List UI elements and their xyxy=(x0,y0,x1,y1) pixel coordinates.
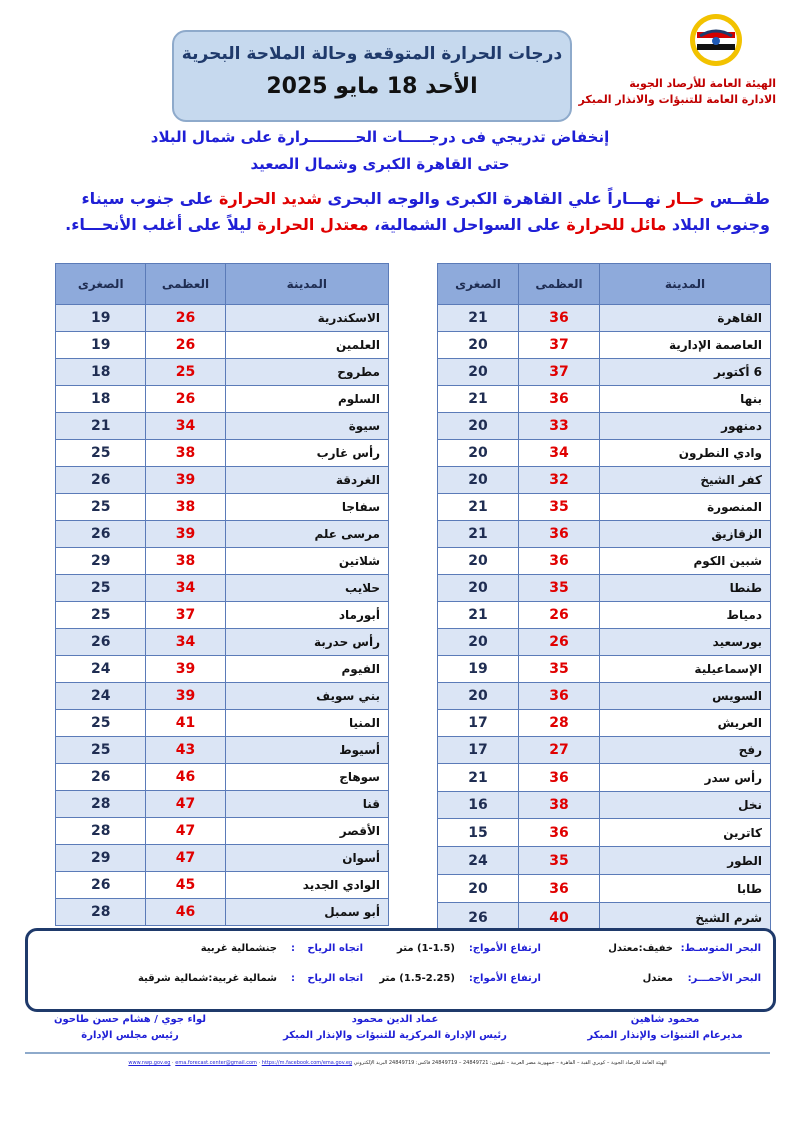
max-temp-cell: 35 xyxy=(518,575,599,602)
table-row xyxy=(438,629,771,656)
city-cell: الإسماعيلية xyxy=(599,656,770,683)
page-date: الأحد 18 مايو 2025 xyxy=(266,74,478,99)
forecast-highlight: معتدل الحرارة xyxy=(257,215,369,234)
table-row xyxy=(438,359,771,386)
max-temp-cell: 45 xyxy=(146,872,225,899)
headline-line-1: إنخفاض تدريجي فى درجـــــات الحـــــــــرارة على شمال البلاد xyxy=(150,128,610,146)
max-temp-cell: 27 xyxy=(518,737,599,764)
page-title: درجات الحرارة المتوقعة وحالة الملاحة البحرية xyxy=(181,44,563,64)
city-cell: العلمين xyxy=(225,332,388,359)
forecast-part: ليلاً على أغلب الأنحـــاء. xyxy=(65,215,258,234)
table-row xyxy=(56,575,389,602)
city-cell: رفح xyxy=(599,737,770,764)
table-row xyxy=(56,818,389,845)
city-cell: كاترين xyxy=(599,819,770,847)
forecast-part: طقــس xyxy=(704,189,770,208)
city-cell: نخل xyxy=(599,792,770,819)
table-row xyxy=(438,332,771,359)
max-temp-cell: 33 xyxy=(518,413,599,440)
column-header-min: الصغرى xyxy=(438,264,519,305)
email-link[interactable]: ema.forecast.center@gmail.com xyxy=(175,1060,257,1066)
min-temp-cell: 25 xyxy=(56,575,146,602)
min-temp-cell: 26 xyxy=(56,872,146,899)
city-cell: سوهاج xyxy=(225,764,388,791)
city-cell: الطور xyxy=(599,847,770,875)
table-row xyxy=(56,602,389,629)
signature-central-admin-head xyxy=(255,1012,535,1044)
min-temp-cell: 24 xyxy=(56,656,146,683)
city-cell: المنيا xyxy=(225,710,388,737)
max-temp-cell: 36 xyxy=(518,875,599,903)
table-row xyxy=(438,656,771,683)
min-temp-cell: 18 xyxy=(56,359,146,386)
min-temp-cell: 20 xyxy=(438,467,519,494)
table-row xyxy=(56,440,389,467)
min-temp-cell: 20 xyxy=(438,440,519,467)
city-cell: مرسى علم xyxy=(225,521,388,548)
min-temp-cell: 21 xyxy=(438,494,519,521)
city-cell: قنا xyxy=(225,791,388,818)
min-temp-cell: 26 xyxy=(56,521,146,548)
min-temp-cell: 28 xyxy=(56,791,146,818)
city-cell: القاهرة xyxy=(599,305,770,332)
max-temp-cell: 46 xyxy=(146,899,225,926)
min-temp-cell: 26 xyxy=(56,629,146,656)
table-row xyxy=(438,467,771,494)
column-header-max: العظمى xyxy=(518,264,599,305)
org-line-1: الهيئة العامة للأرصاد الجوية xyxy=(629,77,776,90)
website-link[interactable]: www.nwp.gov.eg xyxy=(128,1060,171,1066)
city-cell: شبين الكوم xyxy=(599,548,770,575)
max-temp-cell: 32 xyxy=(518,467,599,494)
city-cell: أبورماد xyxy=(225,602,388,629)
min-temp-cell: 20 xyxy=(438,359,519,386)
waves-label: ارتفاع الأمواج: xyxy=(468,973,541,984)
city-cell: طنطا xyxy=(599,575,770,602)
wind-colon: : xyxy=(291,943,295,954)
table-row xyxy=(438,847,771,875)
forecast-part: نهـــاراً علي القاهرة الكبرى والوجه البحرى xyxy=(321,189,667,208)
city-cell: العريش xyxy=(599,710,770,737)
table-row xyxy=(438,602,771,629)
table-row xyxy=(56,548,389,575)
table-row xyxy=(56,467,389,494)
max-temp-cell: 34 xyxy=(146,575,225,602)
max-temp-cell: 38 xyxy=(146,440,225,467)
city-cell: الاسكندرية xyxy=(225,305,388,332)
title-box xyxy=(172,30,572,122)
headline-line-2: حتى القاهرة الكبرى وشمال الصعيد xyxy=(250,155,510,173)
column-header-min: الصغرى xyxy=(56,264,146,305)
table-row xyxy=(56,791,389,818)
max-temp-cell: 34 xyxy=(518,440,599,467)
forecast-text-line-1 xyxy=(30,186,770,211)
table-row xyxy=(56,332,389,359)
city-cell: وادي النطرون xyxy=(599,440,770,467)
column-header-city: المدينة xyxy=(599,264,770,305)
min-temp-cell: 17 xyxy=(438,710,519,737)
city-cell: الأقصر xyxy=(225,818,388,845)
forecast-highlight: حــار xyxy=(666,189,705,208)
max-temp-cell: 47 xyxy=(146,818,225,845)
wind-label: اتجاه الرياح xyxy=(307,943,363,954)
min-temp-cell: 20 xyxy=(438,683,519,710)
city-cell: مطروح xyxy=(225,359,388,386)
max-temp-cell: 38 xyxy=(146,494,225,521)
facebook-link[interactable]: https://m.facebook.com/ema.gov.eg xyxy=(261,1060,353,1066)
table-row xyxy=(56,413,389,440)
max-temp-cell: 43 xyxy=(146,737,225,764)
min-temp-cell: 26 xyxy=(438,903,519,933)
min-temp-cell: 21 xyxy=(438,602,519,629)
max-temp-cell: 36 xyxy=(518,386,599,413)
min-temp-cell: 20 xyxy=(438,548,519,575)
city-cell: المنصورة xyxy=(599,494,770,521)
table-row xyxy=(438,819,771,847)
sea-state: خفيف:معتدل xyxy=(608,943,673,954)
city-cell: بني سويف xyxy=(225,683,388,710)
table-row xyxy=(438,875,771,903)
min-temp-cell: 26 xyxy=(56,467,146,494)
table-row xyxy=(438,792,771,819)
min-temp-cell: 24 xyxy=(438,847,519,875)
city-cell: بورسعيد xyxy=(599,629,770,656)
waves-label: ارتفاع الأمواج: xyxy=(468,943,541,954)
max-temp-cell: 39 xyxy=(146,683,225,710)
min-temp-cell: 19 xyxy=(438,656,519,683)
table-row xyxy=(438,683,771,710)
table-row xyxy=(438,305,771,332)
sea-label: البحر الأحمـــر: xyxy=(687,973,761,984)
min-temp-cell: 17 xyxy=(438,737,519,764)
table-row xyxy=(56,656,389,683)
table-row xyxy=(56,899,389,926)
signature-name: محمود شاهين xyxy=(630,1014,700,1025)
table-row xyxy=(56,737,389,764)
city-cell: سيوة xyxy=(225,413,388,440)
table-row xyxy=(438,737,771,764)
table-row xyxy=(438,548,771,575)
min-temp-cell: 20 xyxy=(438,413,519,440)
city-cell: طابا xyxy=(599,875,770,903)
min-temp-cell: 21 xyxy=(438,305,519,332)
min-temp-cell: 20 xyxy=(438,332,519,359)
forecast-text-line-2 xyxy=(30,212,770,237)
sea-row-red-sea xyxy=(28,973,773,993)
signature-forecast-director xyxy=(555,1012,775,1044)
table-row xyxy=(438,386,771,413)
sea-state: معتدل xyxy=(642,973,673,984)
min-temp-cell: 21 xyxy=(56,413,146,440)
max-temp-cell: 36 xyxy=(518,521,599,548)
signature-title: مديرعام التنبؤات والإنذار المبكر xyxy=(587,1030,743,1041)
max-temp-cell: 25 xyxy=(146,359,225,386)
table-row xyxy=(56,521,389,548)
min-temp-cell: 25 xyxy=(56,494,146,521)
max-temp-cell: 38 xyxy=(518,792,599,819)
wind-label: اتجاه الرياح xyxy=(307,973,363,984)
min-temp-cell: 20 xyxy=(438,629,519,656)
table-row xyxy=(56,494,389,521)
min-temp-cell: 19 xyxy=(56,332,146,359)
city-cell: الزقازيق xyxy=(599,521,770,548)
max-temp-cell: 47 xyxy=(146,845,225,872)
max-temp-cell: 37 xyxy=(146,602,225,629)
waves-value: (1-1.5) متر xyxy=(397,943,455,954)
city-cell: حلايب xyxy=(225,575,388,602)
city-cell: 6 أكتوبر xyxy=(599,359,770,386)
table-row xyxy=(56,629,389,656)
min-temp-cell: 28 xyxy=(56,899,146,926)
city-cell: رأس حدربة xyxy=(225,629,388,656)
signature-name: لواء جوي / هشام حسن طاحون xyxy=(53,1014,207,1025)
wind-value: جنشمالية غربية xyxy=(200,943,277,954)
max-temp-cell: 36 xyxy=(518,305,599,332)
table-row xyxy=(56,683,389,710)
city-cell: أسوان xyxy=(225,845,388,872)
max-temp-cell: 36 xyxy=(518,548,599,575)
city-cell: الفيوم xyxy=(225,656,388,683)
city-cell: شلاتين xyxy=(225,548,388,575)
min-temp-cell: 20 xyxy=(438,575,519,602)
min-temp-cell: 29 xyxy=(56,845,146,872)
city-cell: بنها xyxy=(599,386,770,413)
max-temp-cell: 34 xyxy=(146,413,225,440)
table-row xyxy=(56,359,389,386)
table-row xyxy=(438,494,771,521)
forecast-part: على السواحل الشمالية، xyxy=(368,215,567,234)
max-temp-cell: 26 xyxy=(518,629,599,656)
table-row xyxy=(438,575,771,602)
max-temp-cell: 37 xyxy=(518,332,599,359)
max-temp-cell: 39 xyxy=(146,521,225,548)
forecast-highlight: شديد الحرارة xyxy=(219,189,322,208)
column-header-city: المدينة xyxy=(225,264,388,305)
signature-title: رئيس الإدارة المركزية للتنبؤات والإنذار المبكر xyxy=(283,1030,507,1041)
forecast-part: وجنوب البلاد xyxy=(666,215,770,234)
min-temp-cell: 28 xyxy=(56,818,146,845)
min-temp-cell: 18 xyxy=(56,386,146,413)
table-row xyxy=(438,764,771,792)
max-temp-cell: 46 xyxy=(146,764,225,791)
table-row xyxy=(56,305,389,332)
max-temp-cell: 36 xyxy=(518,683,599,710)
city-cell: رأس سدر xyxy=(599,764,770,792)
min-temp-cell: 20 xyxy=(438,875,519,903)
city-cell: الغردقة xyxy=(225,467,388,494)
city-cell: أسيوط xyxy=(225,737,388,764)
right-temperature-table xyxy=(437,263,771,933)
max-temp-cell: 26 xyxy=(518,602,599,629)
table-row xyxy=(438,710,771,737)
city-cell: شرم الشيخ xyxy=(599,903,770,933)
min-temp-cell: 25 xyxy=(56,440,146,467)
table-row xyxy=(438,521,771,548)
max-temp-cell: 36 xyxy=(518,819,599,847)
waves-value: (1.5-2.25) متر xyxy=(379,973,455,984)
table-row xyxy=(56,710,389,737)
city-cell: السلوم xyxy=(225,386,388,413)
sea-row-mediterranean xyxy=(28,943,773,963)
max-temp-cell: 39 xyxy=(146,467,225,494)
city-cell: كفر الشيخ xyxy=(599,467,770,494)
city-cell: دمنهور xyxy=(599,413,770,440)
max-temp-cell: 35 xyxy=(518,847,599,875)
max-temp-cell: 36 xyxy=(518,764,599,792)
city-cell: الوادي الجديد xyxy=(225,872,388,899)
min-temp-cell: 19 xyxy=(56,305,146,332)
max-temp-cell: 41 xyxy=(146,710,225,737)
table-row xyxy=(438,413,771,440)
forecast-part: على جنوب سيناء xyxy=(81,189,220,208)
min-temp-cell: 25 xyxy=(56,710,146,737)
min-temp-cell: 15 xyxy=(438,819,519,847)
table-row xyxy=(56,764,389,791)
min-temp-cell: 21 xyxy=(438,521,519,548)
max-temp-cell: 26 xyxy=(146,386,225,413)
max-temp-cell: 35 xyxy=(518,494,599,521)
left-temperature-table xyxy=(55,263,389,926)
ema-logo-icon xyxy=(688,12,744,68)
footer-text: الهيئة العامة للأرصاد الجوية – كوبري القبة – القاهرة – جمهورية مصر العربية – تليفون: 24849721 – 24849719 فاكس: 24849719 البريد الإلكتروني xyxy=(353,1060,667,1066)
city-cell: السويس xyxy=(599,683,770,710)
min-temp-cell: 26 xyxy=(56,764,146,791)
min-temp-cell: 16 xyxy=(438,792,519,819)
city-cell: رأس غارب xyxy=(225,440,388,467)
max-temp-cell: 35 xyxy=(518,656,599,683)
max-temp-cell: 26 xyxy=(146,305,225,332)
wind-colon: : xyxy=(291,973,295,984)
wind-value: شمالية غربية:شمالية شرقية xyxy=(137,973,277,984)
table-row xyxy=(56,845,389,872)
max-temp-cell: 47 xyxy=(146,791,225,818)
max-temp-cell: 28 xyxy=(518,710,599,737)
table-row xyxy=(56,872,389,899)
city-cell: أبو سمبل xyxy=(225,899,388,926)
signature-name: عماد الدين محمود xyxy=(351,1014,439,1025)
signature-board-chairman xyxy=(30,1012,230,1044)
organization-name xyxy=(579,76,776,108)
max-temp-cell: 39 xyxy=(146,656,225,683)
org-line-2: الادارة العامة للتنبؤات والانذار المبكر xyxy=(578,93,776,106)
column-header-max: العظمى xyxy=(146,264,225,305)
signature-title: رئيس مجلس الإدارة xyxy=(81,1030,179,1041)
min-temp-cell: 21 xyxy=(438,764,519,792)
min-temp-cell: 25 xyxy=(56,737,146,764)
sea-label: البحر المتوسـط: xyxy=(680,943,761,954)
city-cell: سفاجا xyxy=(225,494,388,521)
min-temp-cell: 24 xyxy=(56,683,146,710)
max-temp-cell: 37 xyxy=(518,359,599,386)
max-temp-cell: 38 xyxy=(146,548,225,575)
min-temp-cell: 29 xyxy=(56,548,146,575)
max-temp-cell: 34 xyxy=(146,629,225,656)
forecast-highlight: مائل للحرارة xyxy=(566,215,667,234)
max-temp-cell: 40 xyxy=(518,903,599,933)
footer-divider xyxy=(25,1052,770,1054)
min-temp-cell: 25 xyxy=(56,602,146,629)
max-temp-cell: 26 xyxy=(146,332,225,359)
footer: الهيئة العامة للأرصاد الجوية – كوبري القبة – القاهرة – جمهورية مصر العربية – تليفون: 24849721 – 24849719 فاكس: 24849719 البريد الإلكتروني www.nwp.gov.eg · ema.forecast.center@gmail.com · https://m.facebook.com/ema.gov.eg xyxy=(128,1060,667,1066)
table-row xyxy=(56,386,389,413)
city-cell: دمياط xyxy=(599,602,770,629)
city-cell: العاصمة الإدارية xyxy=(599,332,770,359)
min-temp-cell: 21 xyxy=(438,386,519,413)
sea-conditions-box xyxy=(25,928,776,1012)
table-row xyxy=(438,440,771,467)
